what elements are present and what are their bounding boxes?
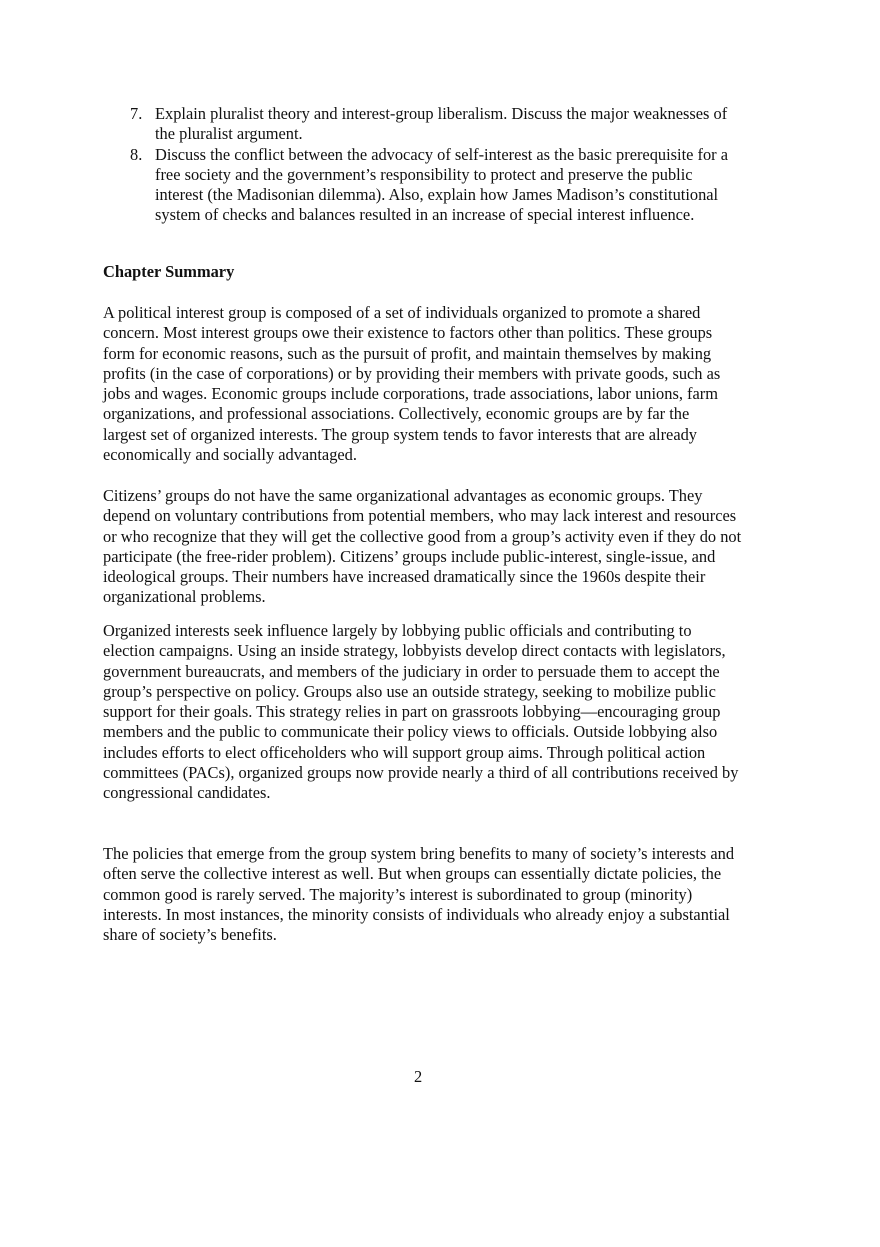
paragraph xyxy=(103,621,738,804)
paragraph-line: ideological groups. Their numbers have increased dramatically since the 1960s despite their xyxy=(103,567,706,587)
paragraph-line: largest set of organized interests. The group system tends to favor interests that are already xyxy=(103,424,697,444)
paragraph-line: group’s perspective on policy. Groups also use an outside strategy, seeking to mobilize public xyxy=(103,681,716,701)
paragraph-line: profits (in the case of corporations) or by providing their members with private goods, such as xyxy=(103,363,721,383)
paragraph-line: committees (PACs), organized groups now provide nearly a third of all contributions received by xyxy=(103,763,739,783)
paragraph-line: interests. In most instances, the minority consists of individuals who already enjoy a substantial xyxy=(103,904,730,924)
question-item xyxy=(130,145,728,226)
paragraph-line: The policies that emerge from the group system bring benefits to many of society’s interests and xyxy=(103,844,735,863)
paragraph-line: organizations, and professional associations. Collectively, economic groups are by far the xyxy=(103,404,690,424)
question-line: the pluralist argument. xyxy=(155,124,303,144)
question-line: free society and the government’s responsibility to protect and preserve the public xyxy=(155,164,693,184)
paragraph-line: economically and socially advantaged. xyxy=(103,445,357,465)
paragraph-line: support for their goals. This strategy relies in part on grassroots lobbying—encouraging group xyxy=(103,702,721,722)
question-line: interest (the Madisonian dilemma). Also, explain how James Madison’s constitutional xyxy=(155,185,719,205)
question-line: system of checks and balances resulted in an increase of special interest influence. xyxy=(155,205,695,225)
paragraph-line: Organized interests seek influence largely by lobbying public officials and contributing to xyxy=(103,621,692,640)
paragraph-line: or who recognize that they will get the collective good from a group’s activity even if they do not xyxy=(103,526,742,546)
paragraph xyxy=(103,303,720,465)
paragraph-line: organizational problems. xyxy=(103,587,266,607)
paragraph-line: includes efforts to elect officeholders who will support group aims. Through political action xyxy=(103,742,706,762)
page-number: 2 xyxy=(414,1067,423,1086)
paragraph-line: Citizens’ groups do not have the same organizational advantages as economic groups. They xyxy=(103,486,703,505)
paragraph-line: congressional candidates. xyxy=(103,783,271,803)
question-list xyxy=(130,104,728,226)
question-line: Discuss the conflict between the advocacy of self-interest as the basic prerequisite for a xyxy=(155,144,728,164)
paragraph-line: form for economic reasons, such as the pursuit of profit, and maintain themselves by making xyxy=(103,343,712,363)
paragraph-line: often serve the collective interest as well. But when groups can essentially dictate policies, the xyxy=(103,864,722,884)
question-item xyxy=(130,104,728,145)
paragraph-line: A political interest group is composed of a set of individuals organized to promote a shared xyxy=(103,303,701,322)
paragraph-line: jobs and wages. Economic groups include corporations, trade associations, labor unions, farm xyxy=(103,384,718,404)
paragraph xyxy=(103,844,734,945)
question-line: Explain pluralist theory and interest-group liberalism. Discuss the major weaknesses of xyxy=(155,104,728,123)
paragraph-line: participate (the free-rider problem). Citizens’ groups include public-interest, single-issue, and xyxy=(103,546,716,566)
paragraph-line: common good is rarely served. The majority’s interest is subordinated to group (minority) xyxy=(103,884,693,904)
paragraph-line: concern. Most interest groups owe their existence to factors other than politics. These groups xyxy=(103,323,713,343)
section-heading: Chapter Summary xyxy=(103,262,235,281)
question-number: 8. xyxy=(130,144,143,164)
question-number: 7. xyxy=(130,104,143,123)
paragraph-line: members and the public to communicate their policy views to officials. Outside lobbying also xyxy=(103,722,718,742)
paragraph-line: government bureaucrats, and members of the judiciary in order to persuade them to accept the xyxy=(103,661,720,681)
paragraph xyxy=(103,486,741,608)
paragraph-line: election campaigns. Using an inside strategy, lobbyists develop direct contacts with legislators, xyxy=(103,641,726,661)
paragraph-line: depend on voluntary contributions from potential members, who may lack interest and resources xyxy=(103,506,737,526)
paragraph-line: share of society’s benefits. xyxy=(103,925,277,945)
